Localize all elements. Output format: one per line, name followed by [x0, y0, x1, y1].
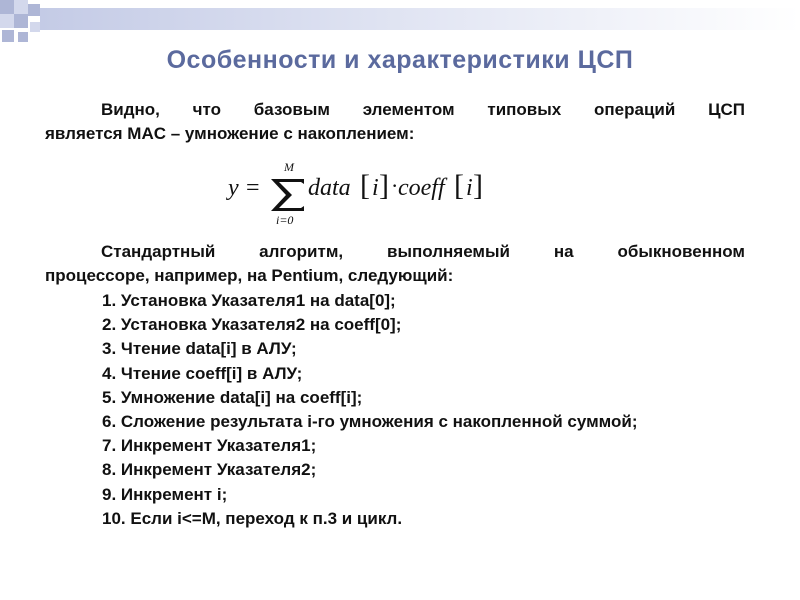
list-item: 9. Инкремент i; — [102, 484, 228, 504]
list-item: 2. Установка Указателя2 на coeff[0]; — [102, 315, 402, 335]
intro-paragraph — [45, 98, 745, 146]
list-item: 5. Умножение data[i] на coeff[i]; — [102, 387, 363, 407]
sigma-icon — [271, 179, 304, 211]
intro-line-2: является MAC – умножение с накоплением: — [45, 124, 415, 143]
decor-square — [28, 4, 40, 16]
algorithm-line-1: Стандартный алгоритм, выполняемый на обыкновенном — [101, 242, 745, 261]
header-band — [40, 8, 800, 30]
decor-square — [18, 32, 28, 42]
list-item: 3. Чтение data[i] в АЛУ; — [102, 339, 297, 359]
list-item: 4. Чтение coeff[i] в АЛУ; — [102, 363, 303, 383]
formula-dot: · — [391, 173, 399, 198]
list-item: 6. Сложение результата i-го умножения с накопленной суммой; — [102, 412, 638, 432]
formula-lhs: y — [228, 175, 239, 201]
algorithm-steps — [102, 289, 638, 531]
left-bracket-icon: [ — [454, 169, 464, 202]
decor-square — [0, 0, 14, 14]
decor-square — [30, 22, 40, 32]
decor-square — [14, 14, 28, 28]
formula-index-2: i — [466, 175, 473, 201]
left-bracket-icon: [ — [360, 169, 370, 202]
sum-upper-limit: M — [284, 160, 294, 174]
list-item: 1. Установка Указателя1 на data[0]; — [102, 291, 396, 310]
sum-lower-limit: i=0 — [276, 213, 294, 227]
formula-equals: = — [246, 175, 260, 201]
list-item: 10. Если i<=M, переход к п.3 и цикл. — [102, 508, 403, 528]
list-item: 7. Инкремент Указателя1; — [102, 436, 317, 456]
formula-index-1: i — [372, 175, 379, 201]
decor-square — [2, 30, 14, 42]
formula-term-data: data — [308, 175, 351, 201]
list-item: 8. Инкремент Указателя2; — [102, 460, 317, 480]
decor-square — [14, 0, 28, 14]
mac-formula — [226, 155, 486, 227]
intro-line-1: Видно, что базовым элементом типовых операций ЦСП — [101, 100, 745, 119]
right-bracket-icon: ] — [473, 169, 483, 202]
algorithm-line-2: процессоре, например, на Pentium, следующий: — [45, 266, 454, 285]
formula-term-coeff: coeff — [398, 175, 445, 201]
slide-title: Особенности и характеристики ЦСП — [166, 46, 634, 74]
right-bracket-icon: ] — [379, 169, 389, 202]
algorithm-paragraph — [45, 240, 745, 288]
decor-square — [0, 14, 14, 28]
